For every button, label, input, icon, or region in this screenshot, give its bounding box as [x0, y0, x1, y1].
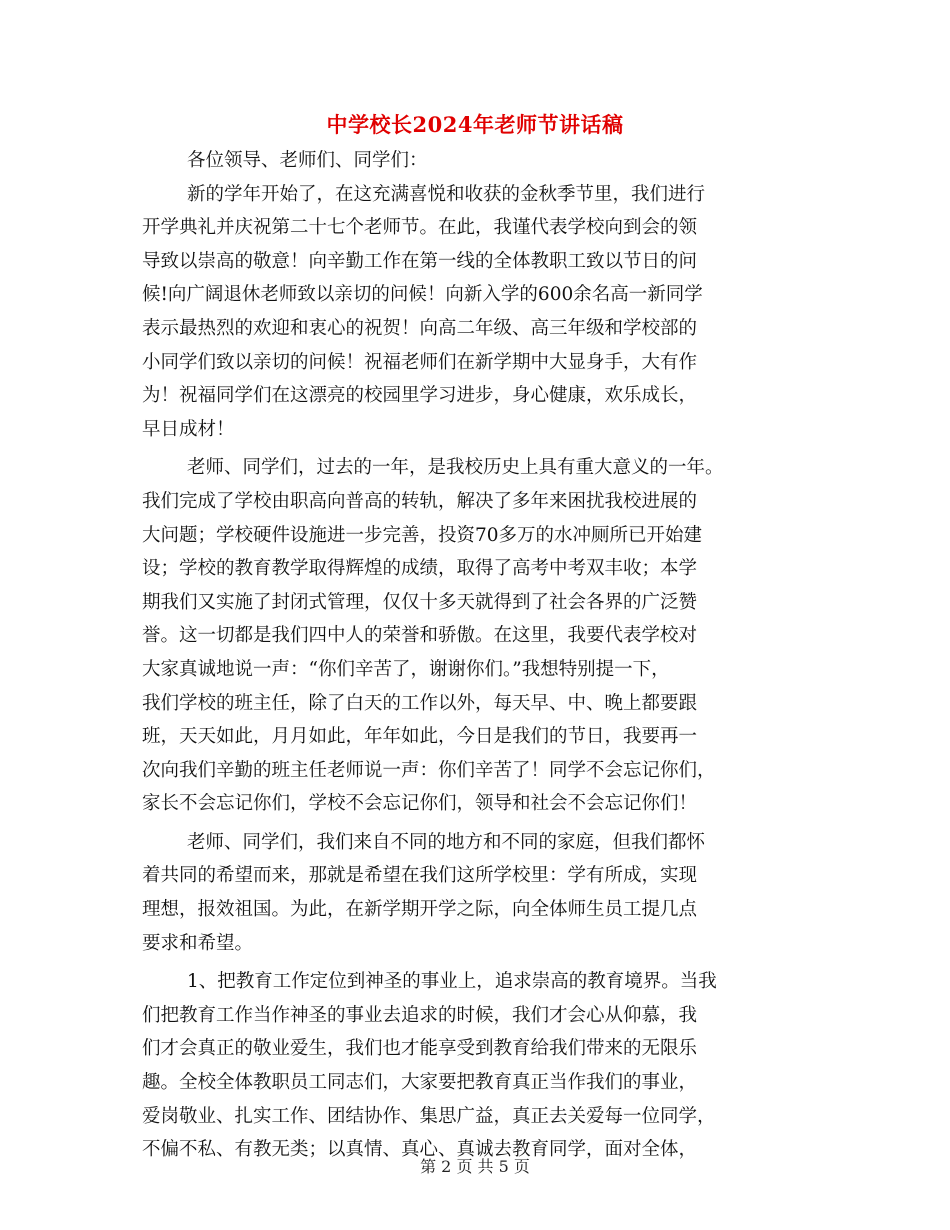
paragraph	[142, 965, 810, 1167]
text-line: 导致以崇高的敬意！向辛勤工作在第一线的全体教职工致以节日的问	[142, 250, 698, 272]
text-line: 理想，报效祖国。为此，在新学期开学之际，向全体师生员工提几点	[142, 899, 698, 921]
document-title: 中学校长2024年老师节讲话稿	[326, 112, 624, 137]
text-line: 新的学年开始了，在这充满喜悦和收获的金秋季节里，我们进行	[187, 183, 706, 205]
paragraph	[142, 144, 810, 178]
text-line: 们把教育工作当作神圣的事业去追求的时候，我们才会心从仰慕，我	[142, 1004, 698, 1026]
text-line: 1、把教育工作定位到神圣的事业上，追求崇高的教育境界。当我	[187, 971, 717, 993]
text-line: 为！祝福同学们在这漂亮的校园里学习进步，身心健康，欢乐成长，	[142, 385, 698, 407]
text-line: 小同学们致以亲切的问候！祝福老师们在新学期中大显身手，大有作	[142, 351, 698, 373]
paragraph	[142, 451, 810, 821]
text-line: 设；学校的教育教学取得辉煌的成绩，取得了高考中考双丰收；本学	[142, 558, 698, 580]
text-line: 大问题；学校硬件设施进一步完善，投资70多万的水冲厕所已开始建	[142, 524, 703, 546]
text-line: 班，天天如此，月月如此，年年如此，今日是我们的节日，我要再一	[142, 726, 698, 748]
text-line: 着共同的希望而来，那就是希望在我们这所学校里：学有所成，实现	[142, 865, 698, 887]
text-line: 我们学校的班主任，除了白天的工作以外，每天早、中、晚上都要跟	[142, 692, 698, 714]
text-line: 家长不会忘记你们，学校不会忘记你们，领导和社会不会忘记你们！	[142, 793, 698, 815]
text-line: 们才会真正的敬业爱生，我们也才能享受到教育给我们带来的无限乐	[142, 1038, 698, 1060]
paragraph	[142, 178, 810, 447]
text-line: 老师、同学们，过去的一年，是我校历史上具有重大意义的一年。	[187, 457, 724, 479]
text-line: 爱岗敬业、扎实工作、团结协作、集思广益，真正去关爱每一位同学，	[142, 1105, 716, 1127]
text-line: 要求和希望。	[142, 932, 254, 954]
text-line: 次向我们辛勤的班主任老师说一声：你们辛苦了！同学不会忘记你们，	[142, 759, 716, 781]
text-line: 我们完成了学校由职高向普高的转轨，解决了多年来困扰我校进展的	[142, 490, 698, 512]
text-line: 早日成材！	[142, 418, 235, 440]
text-line: 趣。全校全体教职员工同志们，大家要把教育真正当作我们的事业，	[142, 1072, 698, 1094]
document-body	[142, 144, 810, 1167]
page-footer: 第 2 页 共 5 页	[420, 1157, 530, 1176]
text-line: 大家真诚地说一声：“你们辛苦了，谢谢你们。”我想特别提一下，	[142, 658, 670, 680]
text-line: 誉。这一切都是我们四中人的荣誉和骄傲。在这里，我要代表学校对	[142, 625, 698, 647]
paragraph	[142, 826, 810, 960]
text-line: 各位领导、老师们、同学们：	[187, 150, 428, 171]
text-line: 期我们又实施了封闭式管理，仅仅十多天就得到了社会各界的广泛赞	[142, 591, 698, 613]
text-line: 开学典礼并庆祝第二十七个老师节。在此，我谨代表学校向到会的领	[142, 217, 698, 239]
text-line: 候!向广阔退休老师致以亲切的问候！向新入学的600余名高一新同学	[142, 284, 703, 306]
text-line: 不偏不私、有教无类；以真情、真心、真诚去教育同学，面对全体，	[142, 1139, 698, 1161]
text-line: 表示最热烈的欢迎和衷心的祝贺！向高二年级、高三年级和学校部的	[142, 317, 698, 339]
text-line: 老师、同学们，我们来自不同的地方和不同的家庭，但我们都怀	[187, 831, 706, 853]
